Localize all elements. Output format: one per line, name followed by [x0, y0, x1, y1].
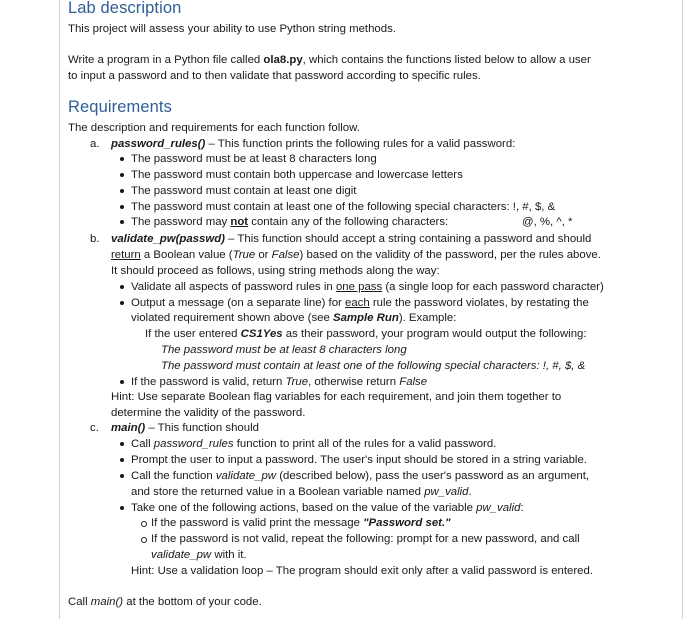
rule-1: The password must be at least 8 characters long — [131, 153, 377, 165]
lab-description-heading: Lab description — [68, 0, 182, 17]
c-bullet-2: Prompt the user to input a password. The user's input should be stored in a string variable. — [131, 454, 587, 466]
b-hint-line1: Hint: Use separate Boolean flag variables for each requirement, and join them together to — [111, 391, 562, 403]
bullet-icon — [120, 442, 124, 446]
item-c-marker: c. — [90, 422, 99, 434]
sub-bullet-icon — [141, 521, 147, 527]
c-bullet-1: Call password_rules function to print all of the rules for a valid password. — [131, 438, 497, 450]
rule-2: The password must contain both uppercase and lowercase letters — [131, 169, 463, 181]
requirements-heading: Requirements — [68, 98, 172, 116]
rule-3: The password must contain at least one digit — [131, 185, 357, 197]
b-bullet-2-line2: violated requirement shown above (see Sample Run). Example: — [131, 312, 457, 324]
bullet-icon — [120, 458, 124, 462]
bullet-icon — [120, 380, 124, 384]
rule-4: The password must contain at least one of the following special characters: !, #, $, & — [131, 201, 556, 213]
bullet-icon — [120, 189, 124, 193]
bullet-icon — [120, 285, 124, 289]
lab-write-line1: Write a program in a Python file called ola8.py, which contains the functions listed below to allow a user — [68, 54, 591, 66]
fn-main: main() — [111, 422, 146, 434]
c-sub-1: If the password is valid print the message "Password set." — [151, 517, 451, 529]
example-line: If the user entered CS1Yes as their password, your program would output the following: — [145, 328, 587, 340]
item-c-title: main() – This function should — [111, 422, 259, 434]
c-bullet-3-line2: and store the returned value in a Boolean variable named pw_valid. — [131, 486, 472, 498]
bullet-icon — [120, 220, 124, 224]
example-output-1: The password must be at least 8 characters long — [161, 344, 407, 356]
example-output-2: The password must contain at least one of the following special characters: !, #, $, & — [161, 360, 586, 372]
item-a-marker: a. — [90, 138, 100, 150]
bullet-icon — [120, 173, 124, 177]
requirements-intro: The description and requirements for each function follow. — [68, 122, 360, 134]
b-bullet-3: If the password is valid, return True, otherwise return False — [131, 376, 428, 388]
b-bullet-2: Output a message (on a separate line) for each rule the password violates, by restating the — [131, 297, 589, 309]
item-b-marker: b. — [90, 233, 100, 245]
b-bullet-1: Validate all aspects of password rules in one pass (a single loop for each password character) — [131, 281, 604, 293]
c-sub-2: If the password is not valid, repeat the following: prompt for a new password, and call — [151, 533, 580, 545]
item-b-title: validate_pw(passwd) – This function should accept a string containing a password and should — [111, 233, 592, 245]
c-bullet-3: Call the function validate_pw (described below), pass the user's password as an argument, — [131, 470, 590, 482]
footer-line: Call main() at the bottom of your code. — [68, 596, 262, 608]
fn-password-rules: password_rules() — [111, 138, 206, 150]
rule-5-chars: @, %, ^, * — [522, 216, 573, 228]
rule-5: The password may not contain any of the following characters: — [131, 216, 449, 228]
bullet-icon — [120, 157, 124, 161]
item-b-line3: It should proceed as follows, using string methods along the way: — [111, 265, 440, 277]
filename: ola8.py — [263, 54, 303, 66]
bullet-icon — [120, 506, 124, 510]
bullet-icon — [120, 474, 124, 478]
bullet-icon — [120, 301, 124, 305]
b-hint-line2: determine the validity of the password. — [111, 407, 306, 419]
lab-write-line2: to input a password and to then validate that password according to specific rules. — [68, 70, 481, 82]
fn-validate-pw: validate_pw(passwd) — [111, 233, 225, 245]
item-b-line2: return a Boolean value (True or False) based on the validity of the password, per the rules above. — [111, 249, 601, 261]
c-hint: Hint: Use a validation loop – The program should exit only after a valid password is entered. — [131, 565, 593, 577]
bullet-icon — [120, 205, 124, 209]
item-a-title: password_rules() – This function prints the following rules for a valid password: — [111, 138, 516, 150]
c-bullet-4: Take one of the following actions, based on the value of the variable pw_valid: — [131, 502, 524, 514]
lab-intro: This project will assess your ability to use Python string methods. — [68, 23, 396, 35]
c-sub-2-line2: validate_pw with it. — [151, 549, 247, 561]
sub-bullet-icon — [141, 537, 147, 543]
